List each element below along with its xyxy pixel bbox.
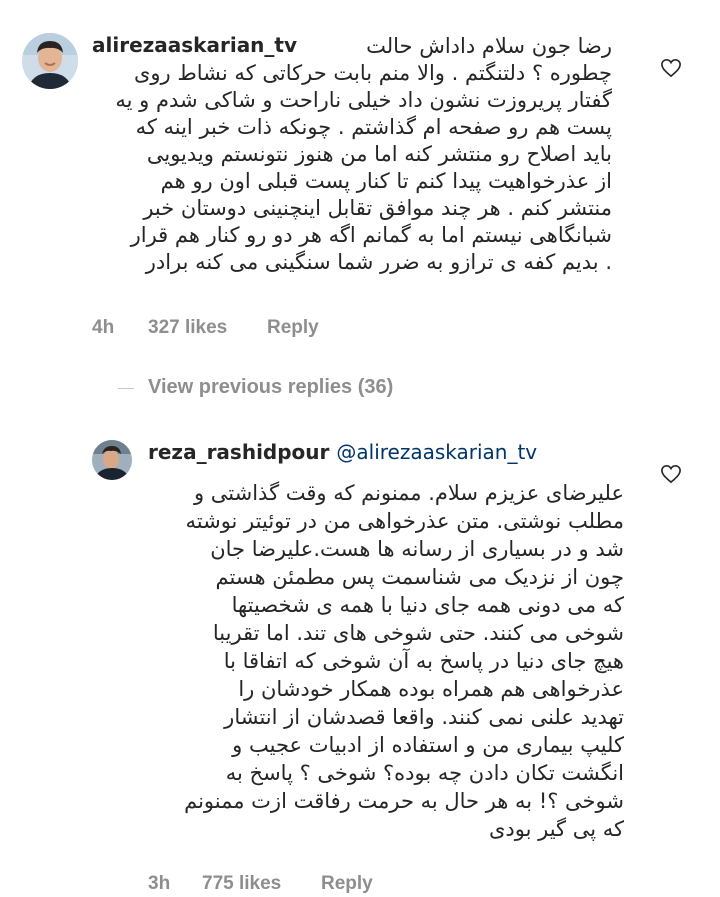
- comment-line: چطوره ؟ دلتنگتم . والا منم بابت حرکاتی که نشاط روی: [133, 61, 612, 85]
- comment-line: رضا جون سلام داداش حالت: [366, 34, 612, 58]
- comment-line: گفتار پریروزت نشون داد خیلی ناراحت و شاکی شدم و یه: [115, 88, 612, 112]
- comment-line: پست هم رو صفحه ام گذاشتم . چونکه ذات خبر اینه که: [135, 115, 612, 139]
- reply-reply-button[interactable]: Reply: [321, 873, 373, 894]
- comment-reply-button[interactable]: Reply: [267, 317, 319, 338]
- heart-outline-icon[interactable]: [660, 58, 682, 78]
- avatar[interactable]: [92, 440, 132, 480]
- comment-line: منتشر کنم . هر چند موافق تقابل اینچنینی دوستان خبر: [143, 196, 612, 220]
- reply-line: هیچ جای دنیا در پاسخ به آن شوخی که اتفاقا با: [223, 649, 624, 673]
- comment: [0, 0, 720, 360]
- reply-time: 3h: [148, 873, 171, 894]
- reply-line: تهدید علنی نمی کنند. واقعا قصدشان از انتشار: [224, 705, 624, 729]
- comment-likes[interactable]: 327 likes: [148, 317, 228, 338]
- reply-line: عذرخواهی هم همراه بوده همکار خودشان را: [238, 677, 624, 701]
- user-avatar-icon: [92, 440, 132, 480]
- reply-meta: [148, 873, 448, 897]
- user-avatar-icon: [22, 33, 78, 89]
- reply-line: شوخی می کنند. حتی شوخی های تند. اما تقریبا: [212, 621, 624, 645]
- reply-line: کلیپ بیماری من و استفاده از ادبیات عجیب و: [232, 733, 624, 757]
- replies-divider: [118, 388, 134, 389]
- reply-line: چون از نزدیک می شناسمت پس مطمئن هستم: [215, 565, 624, 589]
- reply-header: [148, 440, 537, 464]
- reply-likes[interactable]: 775 likes: [202, 873, 282, 894]
- reply-line: شوخی ؟! به هر حال به حرمت رفاقت ازت ممنونم: [184, 789, 624, 813]
- reply-line: که پی گیر بودی: [488, 817, 624, 841]
- reply-line: مطلب نوشتی. متن عذرخواهی من در توئیتر نوشته: [185, 509, 624, 533]
- reply-line: انگشت تکان دادن چه بوده؟ شوخی ؟ پاسخ به: [225, 761, 624, 785]
- avatar[interactable]: [22, 33, 78, 89]
- reply-line: که می دونی همه جای دنیا با همه ی شخصیتها: [231, 593, 624, 617]
- comment-line: . بدیم کفه ی ترازو به ضرر شما سنگینی می کنه برادر: [145, 250, 612, 274]
- comment-line: شبانگاهی نیستم اما به گمانم اگه هر دو رو کنار هم قرار: [130, 223, 612, 247]
- comment-line: باید اصلاح رو منتشر کنه اما من هنوز نتونستم ویدیویی: [146, 142, 612, 166]
- reply: [0, 430, 720, 897]
- reply-line: شد و در بسیاری از رسانه ها هست.علیرضا جان: [210, 537, 624, 561]
- comment-time: 4h: [92, 317, 115, 338]
- comment-meta: [92, 317, 392, 341]
- reply-username[interactable]: reza_rashidpour: [148, 440, 330, 464]
- reply-line: علیرضای عزیزم سلام. ممنونم که وقت گذاشتی و: [193, 481, 624, 505]
- comment-line: از عذرخواهیت پیدا کنم تا کنار پست قبلی اون رو هم: [160, 169, 612, 193]
- view-previous-replies-button[interactable]: View previous replies (36): [148, 376, 394, 398]
- reply-mention[interactable]: @alirezaaskarian_tv: [336, 440, 538, 464]
- comment-username[interactable]: alirezaaskarian_tv: [92, 33, 298, 57]
- heart-outline-icon[interactable]: [660, 464, 682, 484]
